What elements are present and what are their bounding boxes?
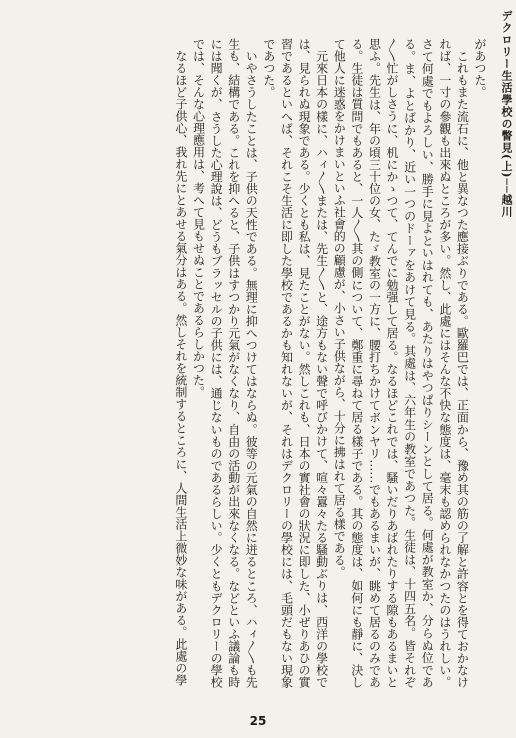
paragraph: いやさうしたことは、子供の天性である。無理に抑へつけてはならぬ。彼等の元氣の自然に迸るところ、ハィ〳〵も先生も、結構である。これを抑へると、子供はすつかり元氣がなくなり、自由の活動が出來なくなる。などといふ議論も時には聞くが、さうした心理說は、どうもブラッセルの子供には、通じないものであるらしい。少くともデクロリーの學校では、そんな心理應用は、考へて見もせぬことであるらしかつた。 [191, 38, 259, 688]
paragraph: 元來日本の樣に、ハィ〳〵または、先生〳〵と、途方もない聲で呼びかけて、喧々囂々たる騷動ぶりは、西洋の學校では、見られぬ現象である。少くとも私は、見たことがない。然しこれも、日本の實社會の狀況に即した、小ぜりあひの實習であるといへば、それこそ生活に即した學校であるかも知れないが、それはデクロリーの學校には、毛頭だもない現象であつた。 [261, 38, 329, 688]
paragraph: があつた。 [473, 38, 487, 98]
paragraph: これもまた流石に、他と異なつた應接ぶりである。歐羅巴では、正面から、豫め其の筋の了解と許容とを得ておかなければ、一寸の參觀も出來ぬところが多い。然し、此處にはそんな不快な態度は、毫末も認められなかつたのはうれしい。さて何處でもよろしい、勝手に見よといはれても、あたりはやつぱりシーンとして居る。何處が教室か、分らぬ位である。ま、よとばかり、近い一つのドーァをあけて見る。其處は、六年生の教室であつた。生徒は、十四五名。皆それぞ〳〵忙がしさうに、机にかゝつて、てんでに勉强して居る。なるほどこれでは、騷いだりあばれたりする隙もあるまいと思ふ。先生は、年の頃三十位の女、たゞ教室の一方に、腰打ちかけてボンヤリ……でもあるまいが、眺めて居るのみである。生徒は質問でもあると、一人〳〵其の側について、鄭重に尋ねて居る樣子である。其の態度は、如何にも靜に、決して他人に迷惑をかけまいといふ社會的の顧慮が、小さい子供ながら、十分に拂はれて居る樣である。 [332, 38, 470, 688]
paragraph: なるほど子供心、我れ先にとあせる氣分はある。然しそれを統制するところに、人間生活上微妙な味がある。此處の學 [173, 50, 188, 686]
body-text [20, 38, 488, 688]
running-header: デクロリー生活學校の瞥見(上)──越川 [500, 10, 513, 218]
page-number: 25 [249, 714, 267, 728]
